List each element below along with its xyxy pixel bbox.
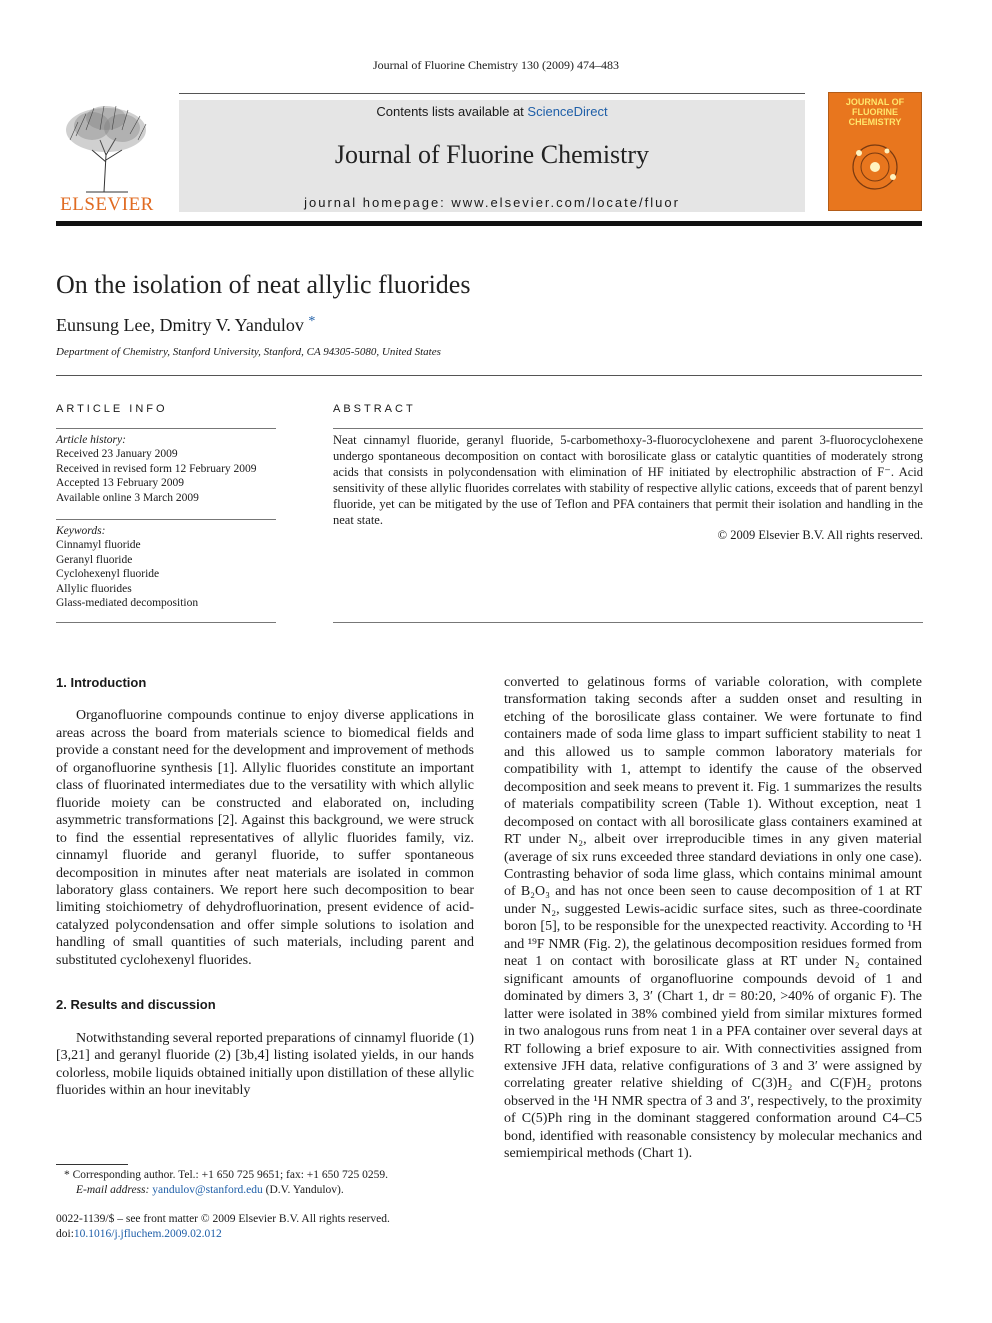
info-rule-2 bbox=[56, 519, 276, 520]
journal-citation: Journal of Fluorine Chemistry 130 (2009) 474–483 bbox=[373, 58, 619, 72]
sciencedirect-link[interactable]: ScienceDirect bbox=[527, 104, 608, 119]
atom-cover-icon bbox=[829, 129, 921, 209]
keywords-block bbox=[56, 524, 281, 610]
history-item: Received in revised form 12 February 2009 bbox=[56, 462, 257, 475]
cover-title: JOURNAL OF FLUORINE CHEMISTRY bbox=[845, 97, 905, 127]
footnote-block bbox=[64, 1168, 484, 1197]
abstract-heading: ABSTRACT bbox=[333, 403, 416, 415]
doi-link[interactable]: 10.1016/j.jfluchem.2009.02.012 bbox=[73, 1227, 222, 1240]
abstract-copyright: © 2009 Elsevier B.V. All rights reserved. bbox=[717, 528, 923, 542]
keyword-item: Allylic fluorides bbox=[56, 582, 132, 595]
section-1-heading: 1. Introduction bbox=[56, 675, 147, 690]
email-label: E-mail address: bbox=[76, 1183, 153, 1196]
journal-homepage[interactable]: journal homepage: www.elsevier.com/locate/fluor bbox=[304, 195, 680, 210]
footnote-rule bbox=[56, 1164, 128, 1165]
header-divider bbox=[56, 221, 922, 226]
tree-logo-icon bbox=[56, 100, 158, 196]
issn-line: 0022-1139/$ – see front matter © 2009 Elsevier B.V. All rights reserved. bbox=[56, 1213, 390, 1225]
title-rule bbox=[56, 375, 922, 376]
author-list bbox=[56, 314, 315, 336]
keyword-item: Glass-mediated decomposition bbox=[56, 597, 199, 610]
info-rule-1 bbox=[56, 428, 276, 429]
doi-label: doi: bbox=[56, 1227, 74, 1240]
keyword-item: Cyclohexenyl fluoride bbox=[56, 568, 160, 581]
authors-text: Eunsung Lee, Dmitry V. Yandulov bbox=[56, 315, 304, 335]
contents-prefix: Contents lists available at bbox=[376, 104, 528, 119]
journal-title: Journal of Fluorine Chemistry bbox=[334, 140, 650, 169]
body-right-column bbox=[504, 674, 922, 1163]
abstract-rule-top bbox=[333, 428, 923, 429]
corresponding-footnote: * Corresponding author. Tel.: +1 650 725 9651; fax: +1 650 725 0259. bbox=[64, 1169, 389, 1181]
elsevier-logo bbox=[56, 100, 158, 216]
section-2-paragraph: Notwithstanding several reported preparations of cinnamyl fluoride (1) [3,21] and geranyl fluoride (2) [3b,4] listing isolated yields, in our hands colorless, mobile liquids obtained initially upon distillation of these allylic fluorides within an hour inevitably bbox=[56, 1030, 474, 1099]
article-info-heading: ARTICLE INFO bbox=[56, 403, 168, 415]
keywords-label: Keywords: bbox=[56, 525, 106, 537]
abstract-text: Neat cinnamyl fluoride, geranyl fluoride, 5-carbomethoxy-3-fluorocyclohexene and parent 3-fluorocyclohexene undergo spontaneous decomposition on contact with borosilicate glass or catalytic quantities of moderately strong acids that consists in polycondensation with elimination of HF initiated by electrophilic abstraction of F⁻. Acid sensitivity of these allylic fluorides correlates with stability of respective allylic cations, exceeds that of parent benzyl fluoride, yet can be mitigated by the use of Teflon and PFA containers that permit their isolation and handling in the neat state. bbox=[333, 433, 923, 527]
email-suffix: (D.V. Yandulov). bbox=[262, 1183, 344, 1196]
keyword-item: Cinnamyl fluoride bbox=[56, 539, 141, 552]
doi-line bbox=[56, 1227, 496, 1242]
section-1-paragraph: Organofluorine compounds continue to enjoy diverse applications in areas across the board from materials science to biomedical fields and provide a constant need for the development and improvement of methods of organofluorine synthesis [1]. Allylic fluorides constitute an important class of fluorinated intermediates due to the versatility with which allylic fluoride moiety can be constructed and elaborated on, including asymmetric transformations [2]. Against this background, we were struck to find the essential representatives of allylic fluorides family, viz. cinnamyl fluoride and geranyl fluoride, to suffer spontaneous decomposition in minutes after neat materials are isolated in common laboratory glass containers. We report here such decomposition to bear limiting stoichiometry of dehydrofluorination, present evidence of acid-catalyzed polycondensation and offer simple solutions to isolation and handling of small quantities of such materials, including parent and substituted cyclohexenyl fluorides. bbox=[56, 708, 474, 968]
history-label: Article history: bbox=[56, 434, 126, 446]
contents-line bbox=[179, 104, 805, 119]
email-link[interactable]: yandulov@stanford.edu bbox=[152, 1183, 263, 1196]
corresponding-author-mark[interactable]: * bbox=[308, 314, 316, 329]
email-line bbox=[64, 1183, 484, 1198]
history-item: Received 23 January 2009 bbox=[56, 448, 178, 461]
abstract-rule-bottom bbox=[333, 622, 923, 623]
history-item: Available online 3 March 2009 bbox=[56, 491, 199, 504]
keyword-item: Geranyl fluoride bbox=[56, 553, 133, 566]
section-2-heading: 2. Results and discussion bbox=[56, 997, 216, 1013]
elsevier-wordmark: ELSEVIER bbox=[60, 194, 154, 215]
body-left-column bbox=[56, 674, 474, 1100]
journal-cover bbox=[828, 92, 922, 211]
right-column-paragraph: converted to gelatinous forms of variable coloration, with complete transformation taking seconds after a sudden onset and resulting in etching of the borosilicate glass container. We were fortunate to find containers made of soda lime glass to impart sufficient stability to neat 1 and this allowed us to sample common laboratory materials for compatibility with 1, attempt to identify the cause of the observed decomposition and seek means to prevent it. Fig. 1 summarizes the results of materials compatibility screen (Table 1). Without exception, neat 1 decomposed on contact with all borosilicate glass containers examined at RT under N₂, albeit over irreproducible times in any given material (average of six runs exceeded three standard deviations in only one case). Contrasting behavior of soda lime glass, which contains minimal amount of B₂O₃ and has not once been seen to cause decomposition of 1 at RT under N₂, suggested Lewis-acidic surface sites, such as three-coordinate boron [5], to be responsible for the unexpected reactivity. According to ¹H and ¹⁹F NMR (Fig. 2), the gelatinous decomposition residues formed from neat 1 on contact with borosilicate glass at RT under N₂ contained significant amounts of organofluorine compounds devoid of 1 and dominated by dimers 3, 3′ (Chart 1, dr = 80:20, >40% of organic F). The latter were isolated in 38% combined yield from similar mixtures formed in two analogous runs from neat 1 in a PFA container over several days at RT following a brief exposure to air. With connectivities assigned from extensive JFH data, relative configurations of 3 and 3′ were assigned by correlating greater relative shielding of C(3)H₂ and C(F)H₂ protons observed in the ¹H NMR spectra of 3 and 3′, respectively, to the proximity of C(5)Ph ring in the dominant staggered conformation around C4–C5 bond, identified with reasonable consistency by molecular mechanics and semiempirical methods (Chart 1). bbox=[504, 675, 922, 1162]
article-history bbox=[56, 433, 281, 505]
info-rule-3 bbox=[56, 622, 276, 623]
history-item: Accepted 13 February 2009 bbox=[56, 477, 185, 490]
article-title: On the isolation of neat allylic fluorides bbox=[56, 270, 471, 299]
front-matter bbox=[56, 1212, 496, 1241]
header-top-rule bbox=[179, 93, 805, 94]
affiliation: Department of Chemistry, Stanford University, Stanford, CA 94305-5080, United States bbox=[56, 346, 441, 358]
